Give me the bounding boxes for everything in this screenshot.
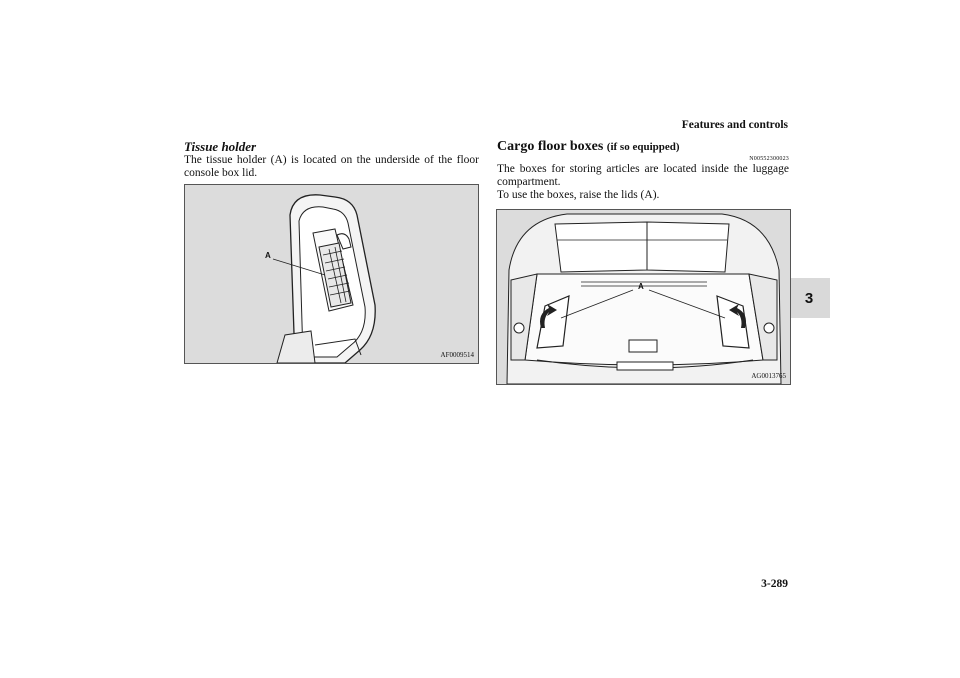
tissue-holder-drawing — [185, 185, 478, 363]
tissue-holder-body: The tissue holder (A) is located on the underside of the floor console box lid. — [184, 154, 479, 179]
tissue-holder-callout-a: A — [265, 251, 271, 260]
tissue-holder-heading: Tissue holder — [184, 139, 257, 154]
cargo-figure-code: AG0013765 — [751, 372, 786, 380]
tissue-holder-section — [184, 140, 479, 180]
cargo-callout-a: A — [638, 282, 644, 291]
cargo-floor-boxes-drawing — [497, 210, 790, 384]
tissue-holder-illustration — [184, 184, 479, 364]
cargo-reference-code: N00552300023 — [749, 156, 789, 162]
page-number: 3-289 — [761, 578, 788, 590]
chapter-tab — [788, 278, 830, 318]
cargo-floor-boxes-illustration — [496, 209, 791, 385]
cargo-floor-boxes-heading — [497, 140, 789, 154]
cargo-heading-suffix: (if so equipped) — [606, 141, 680, 153]
tissue-holder-figure-code: AF0009514 — [440, 351, 474, 359]
cargo-body-2: To use the boxes, raise the lids (A). — [497, 189, 660, 201]
cargo-body-1: The boxes for storing articles are located inside the luggage compartment. — [497, 163, 789, 188]
header-title: Features and controls — [681, 119, 788, 131]
chapter-tab-label: 3 — [804, 289, 814, 307]
cargo-floor-boxes-section — [497, 140, 789, 202]
cargo-heading-main: Cargo floor boxes — [497, 139, 604, 154]
